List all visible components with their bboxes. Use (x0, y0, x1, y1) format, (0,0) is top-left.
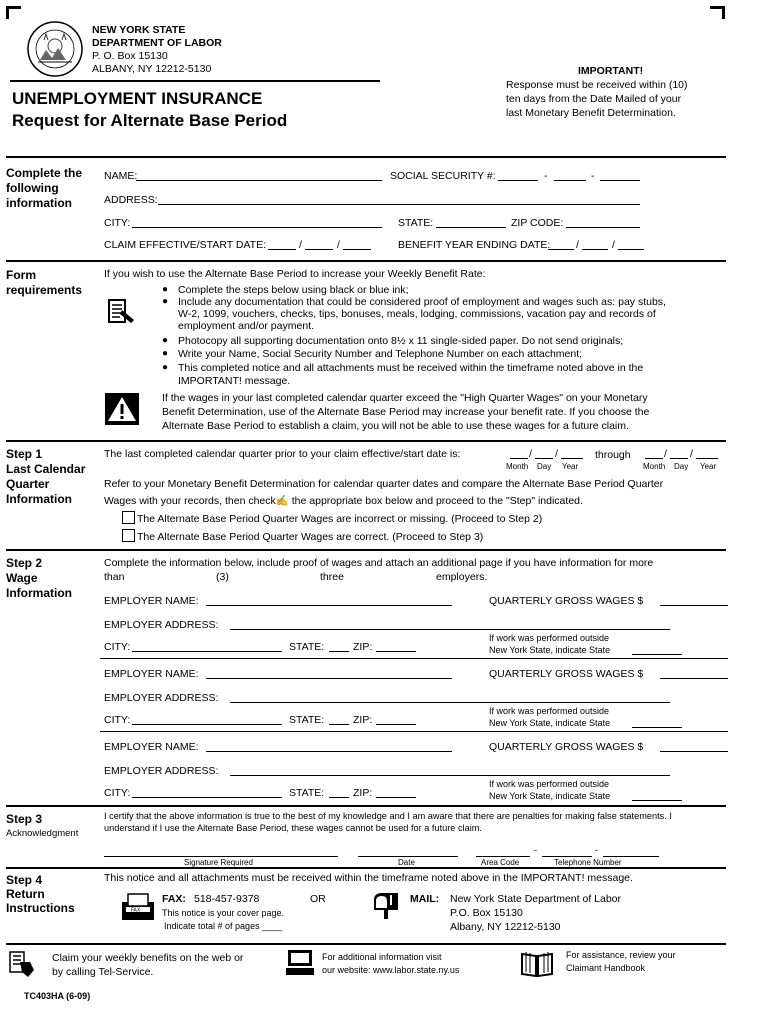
employer-3-name-label: EMPLOYER NAME: (104, 741, 199, 753)
checkbox-wages-incorrect[interactable] (122, 511, 135, 524)
quarter-start-day-caption: Day (537, 462, 552, 471)
step4-notice: This notice and all attachments must be received within the timeframe noted above in the IMPORTANT! message. (104, 872, 633, 884)
employer-1-zip-field[interactable] (376, 651, 416, 652)
employer-2-outside-line-2: New York State, indicate State (489, 718, 611, 728)
quarter-end-year-caption: Year (700, 462, 717, 471)
important-line-2: ten days from the Date Mailed of your (506, 93, 682, 105)
section-divider-form-req (6, 260, 726, 262)
claim-date-day[interactable] (305, 249, 333, 250)
bullet-2-icon: ● (162, 296, 169, 307)
ssn-field-part3[interactable] (600, 180, 640, 181)
title-rule (10, 80, 380, 82)
important-label: IMPORTANT! (578, 65, 644, 77)
step2-title-2: Wage (6, 571, 38, 585)
step4-title-2: Return (6, 887, 45, 901)
form-req-bullet-5-line-1: This completed notice and all attachments must be received within the timeframe noted above in the (178, 362, 644, 374)
warning-line-3: Alternate Base Period to establish a claim, you will not be able to use these wages for a future claim. (162, 420, 629, 432)
employer-1-city-field[interactable] (132, 651, 282, 652)
complete-title-1: Complete the (6, 166, 83, 180)
title-line-2: Request for Alternate Base Period (12, 111, 288, 130)
benefit-date-slash-2: / (612, 239, 615, 251)
computer-icon (284, 948, 316, 978)
step2-intro-word-3: (3) (216, 571, 229, 583)
ssn-field-part2[interactable] (554, 180, 586, 181)
name-field[interactable] (136, 180, 382, 181)
employer-2-city-field[interactable] (132, 724, 282, 725)
employer-2-wages-label: QUARTERLY GROSS WAGES $ (489, 668, 644, 680)
state-label: STATE: (398, 217, 434, 229)
section-divider-step2 (6, 549, 726, 551)
bullet-1-icon: ● (162, 284, 169, 295)
address-label: ADDRESS: (104, 194, 158, 206)
claim-date-label: CLAIM EFFECTIVE/START DATE: (104, 239, 266, 251)
step1-title-2: Last Calendar (6, 462, 86, 476)
employer-1-outside-state-field[interactable] (632, 654, 682, 655)
benefit-date-label: BENEFIT YEAR ENDING DATE: (398, 239, 551, 251)
phone-prefix-field[interactable] (542, 856, 592, 857)
benefit-date-slash-1: / (576, 239, 579, 251)
phone-caption: Telephone Number (554, 858, 622, 867)
claim-date-year[interactable] (343, 249, 371, 250)
checkbox-wages-correct[interactable] (122, 529, 135, 542)
employer-1-address-label: EMPLOYER ADDRESS: (104, 619, 219, 631)
important-line-3: last Monetary Benefit Determination. (506, 107, 676, 119)
section-divider-step3 (6, 805, 726, 807)
option-wages-incorrect: The Alternate Base Period Quarter Wages are incorrect or missing. (Proceed to Step 2) (137, 513, 543, 525)
step2-title-3: Information (6, 586, 72, 600)
quarter-end-day[interactable] (670, 458, 688, 459)
warning-icon (104, 392, 140, 426)
employer-2-zip-field[interactable] (376, 724, 416, 725)
employer-1-wages-label: QUARTERLY GROSS WAGES $ (489, 595, 644, 607)
fax-note-1: This notice is your cover page. (162, 908, 285, 918)
benefit-date-day[interactable] (582, 249, 608, 250)
section-divider-step1 (6, 440, 726, 442)
form-req-bullet-2-line-2: W-2, 1099, vouchers, checks, tips, bonuses, meals, lodging, commissions, vacation pay and records of (178, 308, 656, 320)
warning-line-2: Benefit Determination, use of the Alternate Base Period may increase your benefit rate. If you choose the (162, 406, 650, 418)
zip-label: ZIP CODE: (511, 217, 564, 229)
mail-label: MAIL: (410, 893, 440, 905)
handbook-icon (520, 948, 554, 978)
fax-number: 518-457-9378 (194, 893, 260, 905)
title-line-1: UNEMPLOYMENT INSURANCE (12, 89, 263, 108)
quarter-end-slash-1: / (664, 448, 667, 460)
ssn-dash-1: - (544, 170, 548, 182)
mailbox-icon (370, 890, 404, 920)
quarter-start-year-caption: Year (562, 462, 579, 471)
claim-date-slash-2: / (337, 239, 340, 251)
employer-1-state-label: STATE: (289, 641, 325, 653)
complete-title-3: information (6, 196, 72, 210)
quarter-start-slash-1: / (529, 448, 532, 460)
employer-3-address-field[interactable] (230, 775, 670, 776)
bullet-3-icon: ● (162, 335, 169, 346)
form-req-intro: If you wish to use the Alternate Base Period to increase your Weekly Benefit Rate: (104, 268, 486, 280)
state-seal (26, 20, 84, 78)
phone-hand-icon (8, 950, 38, 978)
claim-date-month[interactable] (268, 249, 296, 250)
ssn-label: SOCIAL SECURITY #: (390, 170, 496, 182)
employer-3-zip-field[interactable] (376, 797, 416, 798)
signature-caption: Signature Required (184, 858, 253, 867)
step3-title-1: Step 3 (6, 812, 43, 826)
benefit-date-year[interactable] (618, 249, 644, 250)
warning-line-1: If the wages in your last completed calendar quarter exceed the "High Quarter Wages" on your Monetary (162, 392, 648, 404)
form-req-bullet-3: Photocopy all supporting documentation onto 8½ x 11 single-sided paper. Do not send originals; (178, 335, 624, 347)
employer-1-name-field[interactable] (206, 605, 452, 606)
bullet-5-icon: ● (162, 362, 169, 373)
form-req-bullet-2-line-1: Include any documentation that could be considered proof of employment and wages such as: pay stubs, (178, 296, 666, 308)
fax-icon-text: FAX (131, 907, 141, 914)
quarter-start-day[interactable] (535, 458, 553, 459)
quarter-end-slash-2: / (690, 448, 693, 460)
quarter-start-month[interactable] (510, 458, 528, 459)
employer-2-zip-label: ZIP: (353, 714, 373, 726)
step2-intro-line-1: Complete the information below, include proof of wages and attach an additional page if you have information for more (104, 557, 654, 569)
step4-title-1: Step 4 (6, 873, 43, 887)
through-label: through (595, 449, 631, 461)
form-req-title-2: requirements (6, 283, 83, 297)
mail-address-line-1: New York State Department of Labor (450, 893, 622, 905)
benefit-date-month[interactable] (548, 249, 574, 250)
agency-line-4: ALBANY, NY 12212-5130 (92, 63, 212, 75)
agency-line-3: P. O. Box 15130 (92, 50, 168, 62)
step2-intro-word-three: three (320, 571, 344, 583)
certify-line-1: I certify that the above information is true to the best of my knowledge and I am aware that there are penalties for making false statements. I (104, 811, 672, 821)
agency-line-1: NEW YORK STATE (92, 24, 186, 36)
step3-title-2: Acknowledgment (6, 828, 79, 839)
phone-dash-1: - (534, 845, 537, 855)
step1-refer-line-2: Wages with your records, then check✍ the appropriate box below and proceed to the "Step" indicated. (104, 495, 583, 507)
employer-3-wages-field[interactable] (660, 751, 728, 752)
employer-2-name-field[interactable] (206, 678, 452, 679)
phone-line-field[interactable] (603, 856, 659, 857)
ssn-field-part1[interactable] (498, 180, 538, 181)
employer-2-state-label: STATE: (289, 714, 325, 726)
employer-3-zip-label: ZIP: (353, 787, 373, 799)
corner-mark-left (6, 6, 21, 19)
zip-field[interactable] (566, 227, 640, 228)
step1-refer-line-1: Refer to your Monetary Benefit Determination for calendar quarter dates and compare the Alternate Base Period Quarter (104, 478, 664, 490)
quarter-start-year[interactable] (561, 458, 583, 459)
employer-3-name-field[interactable] (206, 751, 452, 752)
corner-mark-right (710, 6, 725, 19)
employer-2-outside-line-1: If work was performed outside (489, 706, 610, 716)
employer-2-wages-field[interactable] (660, 678, 728, 679)
employer-2-address-field[interactable] (230, 702, 670, 703)
employer-1-state-field[interactable] (329, 651, 349, 652)
employer-1-zip-label: ZIP: (353, 641, 373, 653)
fax-machine-icon (120, 892, 156, 922)
quarter-end-month-caption: Month (643, 462, 666, 471)
section-divider-step4 (6, 867, 726, 869)
mail-address-line-3: Albany, NY 12212-5130 (450, 921, 561, 933)
form-req-bullet-2-line-3: employment and/or payment. (178, 320, 314, 332)
employer-1-name-label: EMPLOYER NAME: (104, 595, 199, 607)
fax-label: FAX: (162, 893, 186, 905)
section-divider-complete (6, 156, 726, 158)
employer-1-address-field[interactable] (230, 629, 670, 630)
date-field[interactable] (358, 856, 458, 857)
footer-assist-line-1: For assistance, review your (566, 950, 676, 960)
form-req-bullet-1: Complete the steps below using black or blue ink; (178, 284, 409, 296)
form-req-bullet-5-line-2: IMPORTANT! message. (178, 375, 291, 387)
footer-claim-line-2: by calling Tel-Service. (52, 966, 154, 978)
employer-3-outside-line-2: New York State, indicate State (489, 791, 611, 801)
signature-field[interactable] (104, 856, 338, 857)
footer-website[interactable]: our website: www.labor.state.ny.us (322, 965, 460, 975)
employer-1-outside-line-2: New York State, indicate State (489, 645, 611, 655)
quarter-end-month[interactable] (645, 458, 663, 459)
quarter-end-day-caption: Day (674, 462, 689, 471)
phone-dash-2: - (595, 845, 598, 855)
address-field[interactable] (158, 204, 640, 205)
employer-1-wages-field[interactable] (660, 605, 728, 606)
or-label: OR (310, 893, 326, 905)
employer-2-divider (100, 731, 728, 732)
form-code: TC403HA (6-09) (24, 991, 91, 1001)
step1-title-4: Information (6, 492, 72, 506)
quarter-start-slash-2: / (555, 448, 558, 460)
step2-intro-word-employers: employers. (436, 571, 488, 583)
employer-2-name-label: EMPLOYER NAME: (104, 668, 199, 680)
document-icon (106, 296, 138, 326)
mail-address-line-2: P.O. Box 15130 (450, 907, 523, 919)
agency-line-2: DEPARTMENT OF LABOR (92, 37, 222, 49)
employer-2-address-label: EMPLOYER ADDRESS: (104, 692, 219, 704)
form-req-bullet-4: Write your Name, Social Security Number and Telephone Number on each attachment; (178, 348, 583, 360)
city-label: CITY: (104, 217, 131, 229)
option-wages-correct: The Alternate Base Period Quarter Wages are correct. (Proceed to Step 3) (137, 531, 484, 543)
bullet-4-icon: ● (162, 348, 169, 359)
important-line-1: Response must be received within (10) (506, 79, 688, 91)
employer-3-wages-label: QUARTERLY GROSS WAGES $ (489, 741, 644, 753)
city-field[interactable] (132, 227, 382, 228)
fax-note-2: Indicate total # of pages ____ (164, 921, 283, 931)
step1-title-1: Step 1 (6, 447, 43, 461)
employer-3-outside-state-field[interactable] (632, 800, 682, 801)
certify-line-2: understand if I use the Alternate Base Period, these wages cannot be used for a future claim. (104, 823, 482, 833)
state-field[interactable] (436, 227, 506, 228)
quarter-start-month-caption: Month (506, 462, 529, 471)
name-label: NAME: (104, 170, 138, 182)
step1-quarter-line: The last completed calendar quarter prior to your claim effective/start date is: (104, 448, 461, 460)
employer-2-outside-state-field[interactable] (632, 727, 682, 728)
claim-date-slash-1: / (299, 239, 302, 251)
ssn-dash-2: - (591, 170, 595, 182)
step1-title-3: Quarter (6, 477, 50, 491)
employer-2-city-label: CITY: (104, 714, 131, 726)
footer-divider (6, 943, 726, 945)
employer-3-state-label: STATE: (289, 787, 325, 799)
area-code-field[interactable] (476, 856, 530, 857)
footer-claim-line-1: Claim your weekly benefits on the web or (52, 952, 244, 964)
footer-assist-line-2: Claimant Handbook (566, 963, 646, 973)
employer-3-city-label: CITY: (104, 787, 131, 799)
employer-1-city-label: CITY: (104, 641, 131, 653)
footer-info-line-1: For additional information visit (322, 952, 442, 962)
employer-3-address-label: EMPLOYER ADDRESS: (104, 765, 219, 777)
date-caption: Date (398, 858, 415, 867)
employer-3-state-field[interactable] (329, 797, 349, 798)
step4-title-3: Instructions (6, 901, 75, 915)
complete-title-2: following (6, 181, 59, 195)
employer-3-outside-line-1: If work was performed outside (489, 779, 610, 789)
form-req-title-1: Form (6, 268, 36, 282)
step2-intro-word-than: than (104, 571, 125, 583)
employer-1-outside-line-1: If work was performed outside (489, 633, 610, 643)
employer-1-divider (100, 658, 728, 659)
employer-3-city-field[interactable] (132, 797, 282, 798)
employer-2-state-field[interactable] (329, 724, 349, 725)
quarter-end-year[interactable] (696, 458, 718, 459)
area-code-caption: Area Code (481, 858, 520, 867)
step2-title-1: Step 2 (6, 556, 43, 570)
